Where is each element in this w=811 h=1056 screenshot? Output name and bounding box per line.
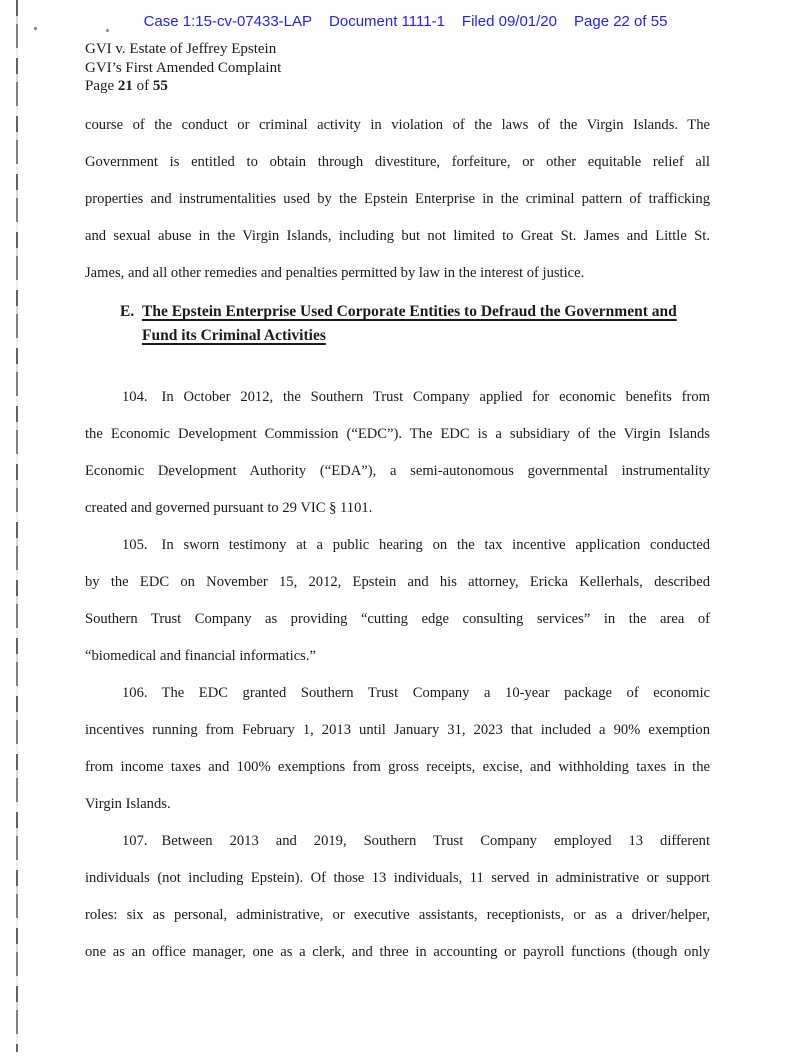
- body-text: [85, 107, 710, 971]
- text-line: [85, 675, 710, 712]
- page-label-prefix: Page: [85, 78, 115, 94]
- text-line: incentives running from February 1, 2013 until January 31, 2023 that included a 90% exemption: [85, 722, 710, 738]
- text-line: individuals (not including Epstein). Of those 13 individuals, 11 served in administrative or support: [85, 870, 710, 886]
- text-line-content: In October 2012, the Southern Trust Company applied for economic benefits from: [161, 389, 710, 405]
- stamp-document-number: Document 1111-1: [329, 13, 445, 30]
- text-line: and sexual abuse in the Virgin Islands, including but not limited to Great St. James and Little St.: [85, 228, 710, 244]
- page-label-of: of: [136, 78, 150, 94]
- paragraph-107: [85, 823, 710, 971]
- stamp-case-number: Case 1:15-cv-07433-LAP: [143, 13, 313, 30]
- page-label-number: 21: [117, 78, 133, 94]
- section-heading-line: Fund its Criminal Activities: [142, 327, 326, 344]
- stamp-page-number: Page 22 of 55: [574, 13, 668, 30]
- text-line: one as an office manager, one as a clerk, and three in accounting or payroll functions (though only: [85, 944, 710, 960]
- text-line: [85, 823, 710, 860]
- stamp-filed-date: Filed 09/01/20: [461, 13, 557, 30]
- section-heading-label: E.: [120, 303, 135, 320]
- paragraph-continuation: [85, 107, 710, 292]
- page-label-total: 55: [152, 78, 168, 94]
- text-line: Southern Trust Company as providing “cutting edge consulting services” in the area of: [85, 611, 710, 627]
- text-line: [85, 379, 710, 416]
- paragraph-number: 105.: [122, 537, 148, 553]
- paragraph-104: [85, 379, 710, 527]
- paragraph-number: 104.: [122, 389, 148, 405]
- paragraph-number: 106.: [122, 685, 148, 701]
- text-line: course of the conduct or criminal activity in violation of the laws of the Virgin Islands. The: [85, 117, 710, 133]
- section-heading-text: [142, 300, 677, 348]
- section-heading-line: The Epstein Enterprise Used Corporate Entities to Defraud the Government and: [142, 303, 677, 320]
- paragraph-106: [85, 675, 710, 823]
- text-line: the Economic Development Commission (“EDC”). The EDC is a subsidiary of the Virgin Islands: [85, 426, 710, 442]
- paragraph-105: [85, 527, 710, 675]
- pacer-stamp: [0, 13, 811, 30]
- text-line: created and governed pursuant to 29 VIC § 1101.: [85, 500, 373, 516]
- text-line: Virgin Islands.: [85, 796, 171, 812]
- text-line-content: Between 2013 and 2019, Southern Trust Company employed 13 different: [161, 833, 710, 849]
- text-line: by the EDC on November 15, 2012, Epstein and his attorney, Ericka Kellerhals, described: [85, 574, 710, 590]
- text-line: roles: six as personal, administrative, or executive assistants, receptionists, or as a driver/helper,: [85, 907, 710, 923]
- complaint-title: GVI’s First Amended Complaint: [85, 59, 282, 76]
- section-heading: [120, 300, 710, 348]
- text-line: James, and all other remedies and penalties permitted by law in the interest of justice.: [85, 265, 585, 281]
- scan-edge-artifact: [16, 0, 18, 1052]
- text-line: Government is entitled to obtain through divestiture, forfeiture, or other equitable relief all: [85, 154, 710, 170]
- text-line: [85, 527, 710, 564]
- paragraph-number: 107.: [122, 833, 148, 849]
- text-line-content: In sworn testimony at a public hearing on the tax incentive application conducted: [161, 537, 710, 553]
- page-number-line: [85, 77, 281, 96]
- text-line: Economic Development Authority (“EDA”), a semi-autonomous governmental instrumentality: [85, 463, 710, 479]
- text-line: properties and instrumentalities used by the Epstein Enterprise in the criminal pattern of trafficking: [85, 191, 710, 207]
- text-line-content: The EDC granted Southern Trust Company a 10-year package of economic: [161, 685, 710, 701]
- document-header: [85, 40, 281, 96]
- case-caption: GVI v. Estate of Jeffrey Epstein: [85, 41, 277, 57]
- text-line: from income taxes and 100% exemptions from gross receipts, excise, and withholding taxes in the: [85, 759, 710, 775]
- text-line: “biomedical and financial informatics.”: [85, 648, 316, 664]
